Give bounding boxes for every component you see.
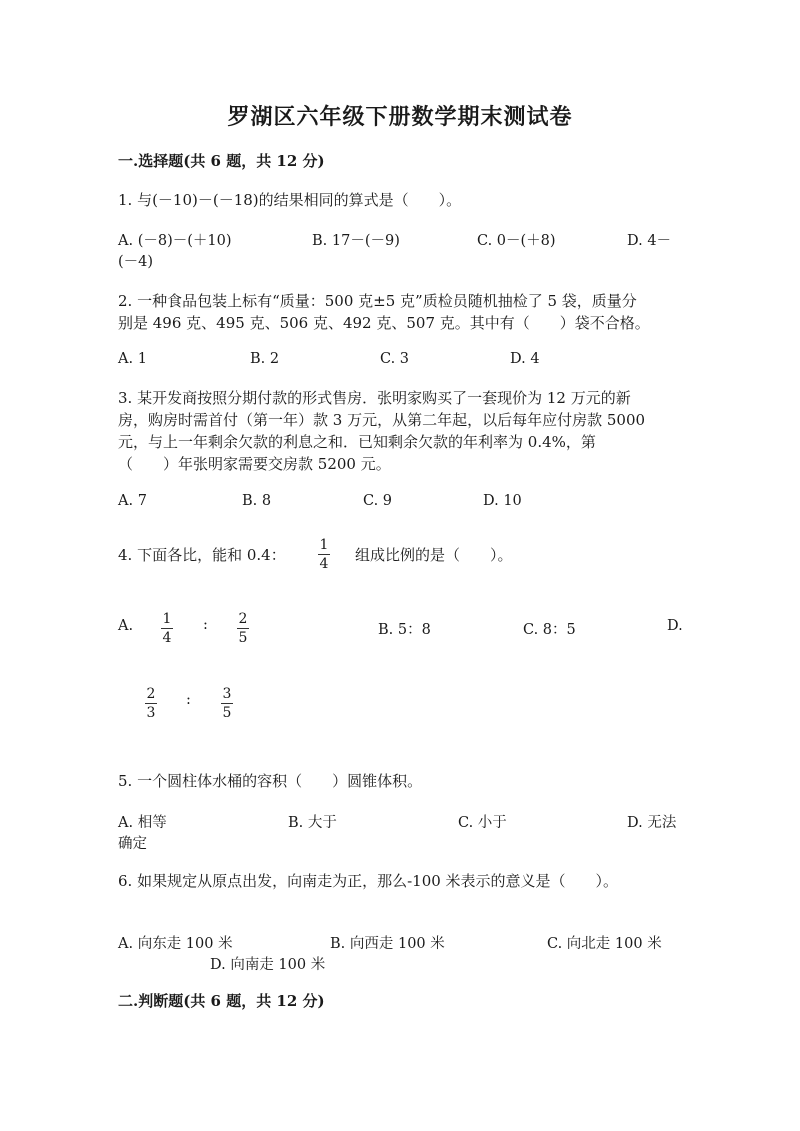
fraction-bar	[161, 628, 173, 629]
fraction-denominator: 5	[222, 705, 232, 721]
q2-option-c: C. 3	[380, 351, 410, 367]
q2-option-d: D. 4	[510, 351, 540, 367]
q3-stem-line1: 3. 某开发商按照分期付款的形式售房．张明家购买了一套现价为 12 万元的新	[118, 389, 631, 407]
fraction-numerator: 2	[238, 611, 248, 627]
q1-option-a: A. (－8)－(＋10)	[118, 233, 232, 249]
fraction-numerator: 1	[319, 537, 329, 553]
q4-option-d-fraction-2	[221, 686, 233, 721]
section-2-heading: 二.判断题(共 6 题，共 12 分)	[118, 992, 325, 1010]
q6-option-a: A. 向东走 100 米	[118, 936, 233, 952]
q2-stem-line1: 2. 一种食品包装上标有“质量：500 克±5 克”质检员随机抽检了 5 袋，质量分	[118, 292, 637, 310]
q6-option-b: B. 向西走 100 米	[330, 936, 445, 952]
fraction-denominator: 5	[238, 630, 248, 646]
q4-stem-post: 组成比例的是（ ）。	[355, 546, 513, 564]
q4-option-c: C. 8：5	[523, 622, 576, 638]
fraction-numerator: 1	[162, 611, 172, 627]
q3-stem-line3: 元，与上一年剩余欠款的利息之和．已知剩余欠款的年利率为 0.4%，第	[118, 433, 596, 451]
q4-stem-pre: 4. 下面各比，能和 0.4：	[118, 546, 286, 564]
q4-option-d-colon: :	[186, 692, 191, 708]
q1-stem: 1. 与(－10)－(－18)的结果相同的算式是（ ）。	[118, 191, 462, 209]
fraction-numerator: 2	[146, 686, 156, 702]
q3-option-c: C. 9	[363, 493, 393, 509]
q4-option-a-fraction-1	[161, 611, 173, 646]
fraction-denominator: 3	[146, 705, 156, 721]
fraction-denominator: 4	[319, 556, 329, 572]
q5-option-d: D. 无法	[627, 815, 677, 831]
fraction-numerator: 3	[222, 686, 232, 702]
q1-option-d-wrap: (－4)	[118, 254, 154, 270]
q4-option-a-fraction-2	[237, 611, 249, 646]
q3-option-b: B. 8	[242, 493, 272, 509]
q3-stem-line4: （ ）年张明家需要交房款 5200 元。	[118, 455, 391, 473]
q5-option-c: C. 小于	[458, 815, 507, 831]
q3-option-d: D. 10	[483, 493, 522, 509]
q3-option-a: A. 7	[118, 493, 147, 509]
q2-stem-line2: 别是 496 克、495 克、506 克、492 克、507 克。其中有（ ）袋不合格。	[118, 314, 650, 332]
q5-option-b: B. 大于	[288, 815, 337, 831]
q1-option-d: D. 4－	[627, 233, 672, 249]
q2-option-b: B. 2	[250, 351, 280, 367]
q4-option-b: B. 5：8	[378, 622, 431, 638]
q4-stem-fraction	[318, 537, 330, 572]
q4-option-d-fraction-1	[145, 686, 157, 721]
q1-option-b: B. 17－(－9)	[312, 233, 400, 249]
q6-option-c: C. 向北走 100 米	[547, 936, 662, 952]
q6-stem: 6. 如果规定从原点出发，向南走为正，那么-100 米表示的意义是（ ）。	[118, 872, 619, 890]
section-1-heading: 一.选择题(共 6 题，共 12 分)	[118, 152, 325, 170]
q4-option-a-label: A.	[118, 618, 134, 634]
q2-option-a: A. 1	[118, 351, 147, 367]
q5-stem: 5. 一个圆柱体水桶的容积（ ）圆锥体积。	[118, 772, 423, 790]
q1-option-c: C. 0－(＋8)	[477, 233, 556, 249]
page-title: 罗湖区六年级下册数学期末测试卷	[227, 104, 573, 130]
q4-option-d-label: D.	[667, 618, 683, 634]
q6-option-d: D. 向南走 100 米	[210, 957, 326, 973]
fraction-bar	[318, 554, 330, 555]
q5-option-d-wrap: 确定	[118, 836, 147, 852]
q3-stem-line2: 房，购房时需首付（第一年）款 3 万元，从第二年起，以后每年应付房款 5000	[118, 411, 646, 429]
q5-option-a: A. 相等	[118, 815, 167, 831]
fraction-bar	[237, 628, 249, 629]
fraction-bar	[145, 703, 157, 704]
q4-option-a-colon: :	[203, 617, 208, 633]
fraction-bar	[221, 703, 233, 704]
fraction-denominator: 4	[162, 630, 172, 646]
